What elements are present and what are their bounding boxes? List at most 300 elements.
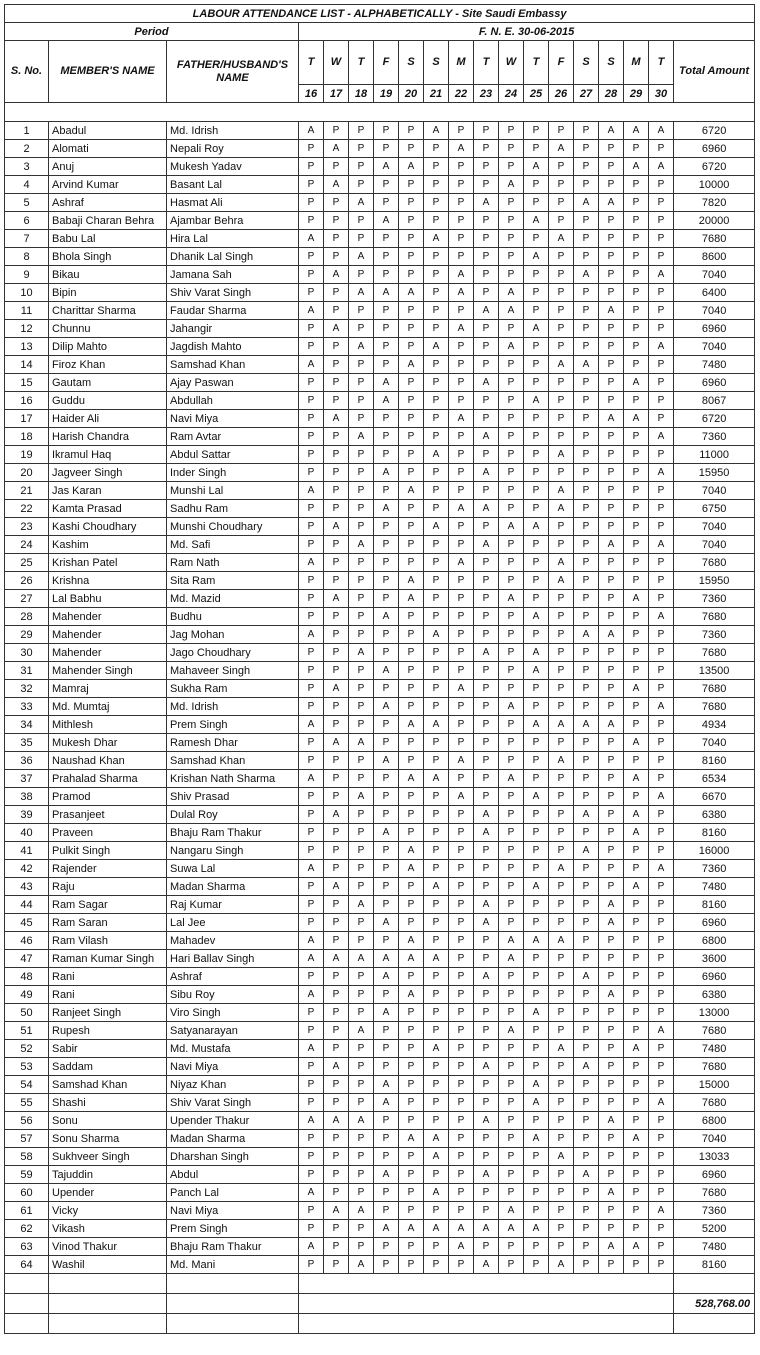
attendance-mark: P bbox=[399, 518, 424, 536]
weekday-header: S bbox=[599, 41, 624, 85]
total-amount: 13000 bbox=[674, 1004, 755, 1022]
total-amount: 7040 bbox=[674, 482, 755, 500]
attendance-mark: A bbox=[424, 518, 449, 536]
attendance-mark: P bbox=[424, 176, 449, 194]
attendance-mark: P bbox=[524, 734, 549, 752]
attendance-mark: P bbox=[374, 482, 399, 500]
attendance-mark: A bbox=[449, 284, 474, 302]
attendance-mark: P bbox=[399, 536, 424, 554]
attendance-mark: P bbox=[624, 536, 649, 554]
attendance-mark: P bbox=[399, 446, 424, 464]
attendance-mark: P bbox=[449, 572, 474, 590]
attendance-mark: P bbox=[424, 986, 449, 1004]
attendance-mark: P bbox=[649, 644, 674, 662]
weekday-header: W bbox=[499, 41, 524, 85]
attendance-mark: P bbox=[474, 212, 499, 230]
attendance-mark: P bbox=[499, 626, 524, 644]
attendance-mark: A bbox=[424, 626, 449, 644]
serial-number: 61 bbox=[5, 1202, 49, 1220]
attendance-mark: P bbox=[624, 338, 649, 356]
attendance-mark: P bbox=[299, 248, 324, 266]
attendance-mark: P bbox=[399, 1184, 424, 1202]
attendance-mark: A bbox=[474, 1112, 499, 1130]
attendance-mark: A bbox=[649, 122, 674, 140]
attendance-mark: P bbox=[624, 1094, 649, 1112]
attendance-mark: P bbox=[324, 1166, 349, 1184]
father-name: Md. Mazid bbox=[167, 590, 299, 608]
serial-number: 53 bbox=[5, 1058, 49, 1076]
total-amount: 7040 bbox=[674, 266, 755, 284]
father-name: Shiv Prasad bbox=[167, 788, 299, 806]
table-row bbox=[5, 266, 755, 284]
attendance-mark: A bbox=[499, 1202, 524, 1220]
attendance-mark: P bbox=[524, 860, 549, 878]
attendance-mark: P bbox=[524, 986, 549, 1004]
attendance-mark: P bbox=[524, 590, 549, 608]
attendance-mark: P bbox=[399, 1256, 424, 1274]
attendance-mark: P bbox=[324, 662, 349, 680]
attendance-mark: P bbox=[649, 572, 674, 590]
total-amount: 7360 bbox=[674, 860, 755, 878]
father-name: Madan Sharma bbox=[167, 878, 299, 896]
attendance-mark: P bbox=[499, 788, 524, 806]
attendance-mark: P bbox=[374, 1040, 399, 1058]
attendance-mark: P bbox=[499, 140, 524, 158]
attendance-mark: P bbox=[374, 572, 399, 590]
attendance-mark: P bbox=[374, 266, 399, 284]
attendance-mark: P bbox=[499, 842, 524, 860]
attendance-mark: P bbox=[449, 914, 474, 932]
serial-number: 50 bbox=[5, 1004, 49, 1022]
member-name: Prasanjeet bbox=[49, 806, 167, 824]
attendance-mark: P bbox=[399, 230, 424, 248]
attendance-mark: P bbox=[649, 986, 674, 1004]
member-name: Tajuddin bbox=[49, 1166, 167, 1184]
attendance-mark: A bbox=[374, 500, 399, 518]
attendance-mark: A bbox=[649, 158, 674, 176]
attendance-mark: P bbox=[474, 1040, 499, 1058]
attendance-mark: A bbox=[624, 122, 649, 140]
father-name: Nangaru Singh bbox=[167, 842, 299, 860]
attendance-mark: P bbox=[449, 1256, 474, 1274]
attendance-mark: P bbox=[399, 302, 424, 320]
attendance-mark: P bbox=[474, 1148, 499, 1166]
attendance-mark: P bbox=[624, 284, 649, 302]
attendance-mark: P bbox=[299, 1130, 324, 1148]
attendance-mark: P bbox=[449, 1004, 474, 1022]
attendance-mark: A bbox=[424, 878, 449, 896]
member-name: Guddu bbox=[49, 392, 167, 410]
attendance-mark: P bbox=[549, 1238, 574, 1256]
table-row bbox=[5, 1166, 755, 1184]
serial-number: 32 bbox=[5, 680, 49, 698]
attendance-mark: P bbox=[599, 392, 624, 410]
attendance-mark: A bbox=[549, 356, 574, 374]
attendance-mark: A bbox=[499, 950, 524, 968]
member-name: Babu Lal bbox=[49, 230, 167, 248]
total-amount: 6800 bbox=[674, 1112, 755, 1130]
table-row bbox=[5, 1022, 755, 1040]
attendance-mark: P bbox=[324, 428, 349, 446]
attendance-mark: P bbox=[374, 248, 399, 266]
attendance-mark: P bbox=[449, 212, 474, 230]
attendance-mark: A bbox=[524, 158, 549, 176]
total-amount: 6960 bbox=[674, 914, 755, 932]
attendance-mark: P bbox=[349, 824, 374, 842]
attendance-mark: P bbox=[324, 572, 349, 590]
attendance-mark: P bbox=[574, 662, 599, 680]
attendance-mark: A bbox=[324, 590, 349, 608]
attendance-mark: P bbox=[349, 1148, 374, 1166]
attendance-mark: A bbox=[649, 536, 674, 554]
attendance-mark: P bbox=[574, 788, 599, 806]
father-name: Md. Mustafa bbox=[167, 1040, 299, 1058]
attendance-mark: P bbox=[299, 1058, 324, 1076]
attendance-mark: A bbox=[299, 230, 324, 248]
attendance-mark: P bbox=[324, 626, 349, 644]
attendance-mark: A bbox=[349, 194, 374, 212]
attendance-mark: P bbox=[549, 392, 574, 410]
attendance-mark: P bbox=[374, 896, 399, 914]
attendance-mark: A bbox=[324, 806, 349, 824]
attendance-mark: P bbox=[474, 266, 499, 284]
total-amount: 8160 bbox=[674, 896, 755, 914]
attendance-mark: P bbox=[499, 392, 524, 410]
attendance-mark: P bbox=[449, 194, 474, 212]
attendance-mark: P bbox=[324, 194, 349, 212]
father-name: Niyaz Khan bbox=[167, 1076, 299, 1094]
attendance-mark: P bbox=[499, 662, 524, 680]
attendance-mark: P bbox=[449, 464, 474, 482]
table-row bbox=[5, 1040, 755, 1058]
attendance-mark: P bbox=[524, 500, 549, 518]
attendance-mark: P bbox=[624, 896, 649, 914]
attendance-mark: P bbox=[599, 1058, 624, 1076]
attendance-mark: P bbox=[424, 698, 449, 716]
attendance-mark: P bbox=[524, 1112, 549, 1130]
attendance-mark: P bbox=[649, 1184, 674, 1202]
serial-number: 60 bbox=[5, 1184, 49, 1202]
table-row bbox=[5, 662, 755, 680]
attendance-mark: P bbox=[499, 446, 524, 464]
serial-number: 10 bbox=[5, 284, 49, 302]
attendance-mark: P bbox=[624, 986, 649, 1004]
attendance-mark: A bbox=[374, 950, 399, 968]
date-header: 25 bbox=[524, 85, 549, 103]
attendance-mark: A bbox=[324, 1112, 349, 1130]
attendance-mark: P bbox=[374, 122, 399, 140]
member-name: Raman Kumar Singh bbox=[49, 950, 167, 968]
attendance-mark: P bbox=[549, 968, 574, 986]
father-name: Abdul Sattar bbox=[167, 446, 299, 464]
attendance-mark: P bbox=[649, 1058, 674, 1076]
attendance-mark: P bbox=[299, 1094, 324, 1112]
total-amount: 7360 bbox=[674, 1202, 755, 1220]
attendance-mark: P bbox=[299, 1004, 324, 1022]
grand-total-row bbox=[5, 1294, 755, 1314]
attendance-mark: P bbox=[624, 662, 649, 680]
father-name: Raj Kumar bbox=[167, 896, 299, 914]
attendance-mark: A bbox=[474, 428, 499, 446]
attendance-mark: P bbox=[649, 626, 674, 644]
attendance-mark: P bbox=[524, 1022, 549, 1040]
attendance-mark: P bbox=[424, 752, 449, 770]
member-name: Mahender bbox=[49, 608, 167, 626]
attendance-mark: P bbox=[349, 320, 374, 338]
table-row bbox=[5, 878, 755, 896]
attendance-mark: A bbox=[599, 122, 624, 140]
attendance-mark: P bbox=[574, 572, 599, 590]
attendance-mark: P bbox=[649, 950, 674, 968]
attendance-mark: A bbox=[649, 1094, 674, 1112]
attendance-mark: P bbox=[574, 518, 599, 536]
attendance-mark: P bbox=[499, 554, 524, 572]
attendance-mark: P bbox=[649, 1220, 674, 1238]
attendance-mark: P bbox=[599, 662, 624, 680]
attendance-mark: P bbox=[449, 1058, 474, 1076]
attendance-mark: P bbox=[299, 752, 324, 770]
attendance-mark: P bbox=[399, 320, 424, 338]
attendance-mark: A bbox=[424, 1184, 449, 1202]
attendance-mark: P bbox=[599, 1166, 624, 1184]
attendance-mark: P bbox=[374, 302, 399, 320]
attendance-mark: P bbox=[474, 284, 499, 302]
attendance-mark: A bbox=[524, 212, 549, 230]
attendance-mark: P bbox=[599, 518, 624, 536]
attendance-mark: P bbox=[399, 140, 424, 158]
attendance-mark: P bbox=[349, 662, 374, 680]
attendance-mark: P bbox=[449, 248, 474, 266]
total-amount: 13500 bbox=[674, 662, 755, 680]
attendance-mark: P bbox=[374, 770, 399, 788]
attendance-mark: P bbox=[349, 1094, 374, 1112]
attendance-mark: A bbox=[524, 518, 549, 536]
attendance-mark: P bbox=[549, 608, 574, 626]
member-name: Naushad Khan bbox=[49, 752, 167, 770]
attendance-mark: P bbox=[649, 1130, 674, 1148]
attendance-mark: A bbox=[299, 554, 324, 572]
attendance-mark: A bbox=[324, 140, 349, 158]
attendance-mark: A bbox=[549, 1040, 574, 1058]
attendance-mark: P bbox=[374, 1256, 399, 1274]
attendance-mark: P bbox=[649, 590, 674, 608]
attendance-mark: P bbox=[499, 1166, 524, 1184]
attendance-mark: P bbox=[324, 716, 349, 734]
attendance-mark: P bbox=[649, 194, 674, 212]
attendance-mark: P bbox=[599, 608, 624, 626]
attendance-mark: P bbox=[499, 482, 524, 500]
attendance-mark: P bbox=[449, 824, 474, 842]
attendance-mark: P bbox=[499, 1256, 524, 1274]
attendance-mark: P bbox=[649, 878, 674, 896]
attendance-mark: P bbox=[424, 644, 449, 662]
table-row bbox=[5, 968, 755, 986]
attendance-mark: A bbox=[399, 770, 424, 788]
attendance-mark: P bbox=[524, 428, 549, 446]
attendance-mark: A bbox=[374, 464, 399, 482]
sno-header: S. No. bbox=[5, 41, 49, 103]
attendance-mark: A bbox=[349, 338, 374, 356]
attendance-mark: A bbox=[649, 464, 674, 482]
attendance-mark: A bbox=[424, 770, 449, 788]
attendance-mark: P bbox=[599, 140, 624, 158]
attendance-mark: P bbox=[649, 482, 674, 500]
attendance-mark: P bbox=[624, 392, 649, 410]
attendance-mark: P bbox=[299, 284, 324, 302]
attendance-mark: P bbox=[574, 464, 599, 482]
attendance-mark: P bbox=[574, 950, 599, 968]
attendance-mark: P bbox=[549, 374, 574, 392]
attendance-mark: P bbox=[349, 968, 374, 986]
table-row bbox=[5, 1004, 755, 1022]
attendance-mark: A bbox=[649, 608, 674, 626]
attendance-mark: A bbox=[599, 914, 624, 932]
attendance-mark: P bbox=[599, 824, 624, 842]
attendance-mark: A bbox=[649, 338, 674, 356]
table-row bbox=[5, 824, 755, 842]
attendance-mark: P bbox=[524, 338, 549, 356]
attendance-mark: P bbox=[549, 1076, 574, 1094]
attendance-mark: P bbox=[499, 1004, 524, 1022]
table-row bbox=[5, 860, 755, 878]
attendance-mark: P bbox=[349, 1058, 374, 1076]
attendance-mark: A bbox=[324, 950, 349, 968]
attendance-mark: A bbox=[424, 716, 449, 734]
attendance-mark: P bbox=[574, 680, 599, 698]
table-row bbox=[5, 644, 755, 662]
member-name: Lal Babhu bbox=[49, 590, 167, 608]
attendance-mark: P bbox=[349, 932, 374, 950]
attendance-mark: A bbox=[549, 446, 574, 464]
attendance-mark: A bbox=[374, 392, 399, 410]
attendance-mark: P bbox=[324, 644, 349, 662]
attendance-mark: P bbox=[324, 986, 349, 1004]
member-name: Ashraf bbox=[49, 194, 167, 212]
attendance-mark: P bbox=[599, 950, 624, 968]
table-row bbox=[5, 554, 755, 572]
attendance-mark: P bbox=[299, 1256, 324, 1274]
attendance-mark: P bbox=[349, 752, 374, 770]
weekday-header: M bbox=[624, 41, 649, 85]
serial-number: 42 bbox=[5, 860, 49, 878]
attendance-mark: P bbox=[574, 932, 599, 950]
attendance-mark: A bbox=[474, 1256, 499, 1274]
total-amount: 20000 bbox=[674, 212, 755, 230]
attendance-mark: P bbox=[649, 824, 674, 842]
attendance-mark: P bbox=[549, 590, 574, 608]
attendance-mark: P bbox=[324, 896, 349, 914]
member-name: Mithlesh bbox=[49, 716, 167, 734]
total-amount: 3600 bbox=[674, 950, 755, 968]
attendance-mark: P bbox=[399, 338, 424, 356]
attendance-mark: P bbox=[449, 608, 474, 626]
attendance-mark: P bbox=[624, 1022, 649, 1040]
attendance-mark: P bbox=[599, 464, 624, 482]
member-name: Shashi bbox=[49, 1094, 167, 1112]
weekday-header: T bbox=[649, 41, 674, 85]
attendance-mark: A bbox=[349, 536, 374, 554]
attendance-mark: A bbox=[374, 158, 399, 176]
attendance-mark: A bbox=[574, 1058, 599, 1076]
attendance-mark: P bbox=[599, 644, 624, 662]
attendance-mark: A bbox=[499, 1220, 524, 1238]
attendance-mark: A bbox=[499, 176, 524, 194]
date-header: 21 bbox=[424, 85, 449, 103]
attendance-mark: A bbox=[324, 518, 349, 536]
attendance-mark: P bbox=[349, 986, 374, 1004]
attendance-mark: P bbox=[299, 1148, 324, 1166]
attendance-mark: P bbox=[549, 878, 574, 896]
attendance-mark: A bbox=[574, 626, 599, 644]
period-value: F. N. E. 30-06-2015 bbox=[299, 23, 755, 41]
table-row bbox=[5, 194, 755, 212]
table-row bbox=[5, 734, 755, 752]
attendance-mark: P bbox=[574, 896, 599, 914]
attendance-mark: A bbox=[574, 842, 599, 860]
attendance-mark: P bbox=[574, 284, 599, 302]
attendance-mark: P bbox=[574, 734, 599, 752]
attendance-mark: P bbox=[599, 1256, 624, 1274]
attendance-mark: P bbox=[399, 734, 424, 752]
serial-number: 54 bbox=[5, 1076, 49, 1094]
attendance-mark: P bbox=[649, 356, 674, 374]
attendance-mark: A bbox=[474, 302, 499, 320]
member-name: Bikau bbox=[49, 266, 167, 284]
attendance-mark: A bbox=[574, 968, 599, 986]
attendance-mark: P bbox=[374, 1148, 399, 1166]
attendance-mark: P bbox=[349, 1184, 374, 1202]
attendance-mark: P bbox=[299, 662, 324, 680]
attendance-mark: P bbox=[574, 1076, 599, 1094]
serial-number: 64 bbox=[5, 1256, 49, 1274]
attendance-mark: P bbox=[399, 806, 424, 824]
attendance-mark: P bbox=[424, 302, 449, 320]
attendance-mark: P bbox=[349, 572, 374, 590]
attendance-mark: P bbox=[349, 1040, 374, 1058]
attendance-mark: P bbox=[474, 446, 499, 464]
attendance-mark: P bbox=[324, 464, 349, 482]
attendance-mark: A bbox=[549, 860, 574, 878]
table-row bbox=[5, 518, 755, 536]
father-name: Munshi Choudhary bbox=[167, 518, 299, 536]
father-name: Md. Safi bbox=[167, 536, 299, 554]
date-header: 24 bbox=[499, 85, 524, 103]
attendance-mark: P bbox=[574, 374, 599, 392]
attendance-mark: P bbox=[474, 1004, 499, 1022]
total-amount: 13033 bbox=[674, 1148, 755, 1166]
attendance-mark: A bbox=[299, 626, 324, 644]
attendance-mark: P bbox=[349, 212, 374, 230]
attendance-mark: P bbox=[424, 680, 449, 698]
table-row bbox=[5, 464, 755, 482]
attendance-mark: A bbox=[349, 1112, 374, 1130]
attendance-mark: P bbox=[499, 212, 524, 230]
attendance-mark: P bbox=[599, 842, 624, 860]
attendance-mark: P bbox=[499, 986, 524, 1004]
attendance-mark: A bbox=[474, 1058, 499, 1076]
father-name: Lal Jee bbox=[167, 914, 299, 932]
attendance-mark: P bbox=[624, 1256, 649, 1274]
attendance-mark: A bbox=[524, 716, 549, 734]
father-name: Satyanarayan bbox=[167, 1022, 299, 1040]
attendance-mark: A bbox=[599, 626, 624, 644]
attendance-mark: P bbox=[424, 356, 449, 374]
attendance-mark: P bbox=[349, 842, 374, 860]
table-row bbox=[5, 572, 755, 590]
attendance-mark: P bbox=[324, 1238, 349, 1256]
father-name: Sibu Roy bbox=[167, 986, 299, 1004]
attendance-mark: P bbox=[599, 680, 624, 698]
